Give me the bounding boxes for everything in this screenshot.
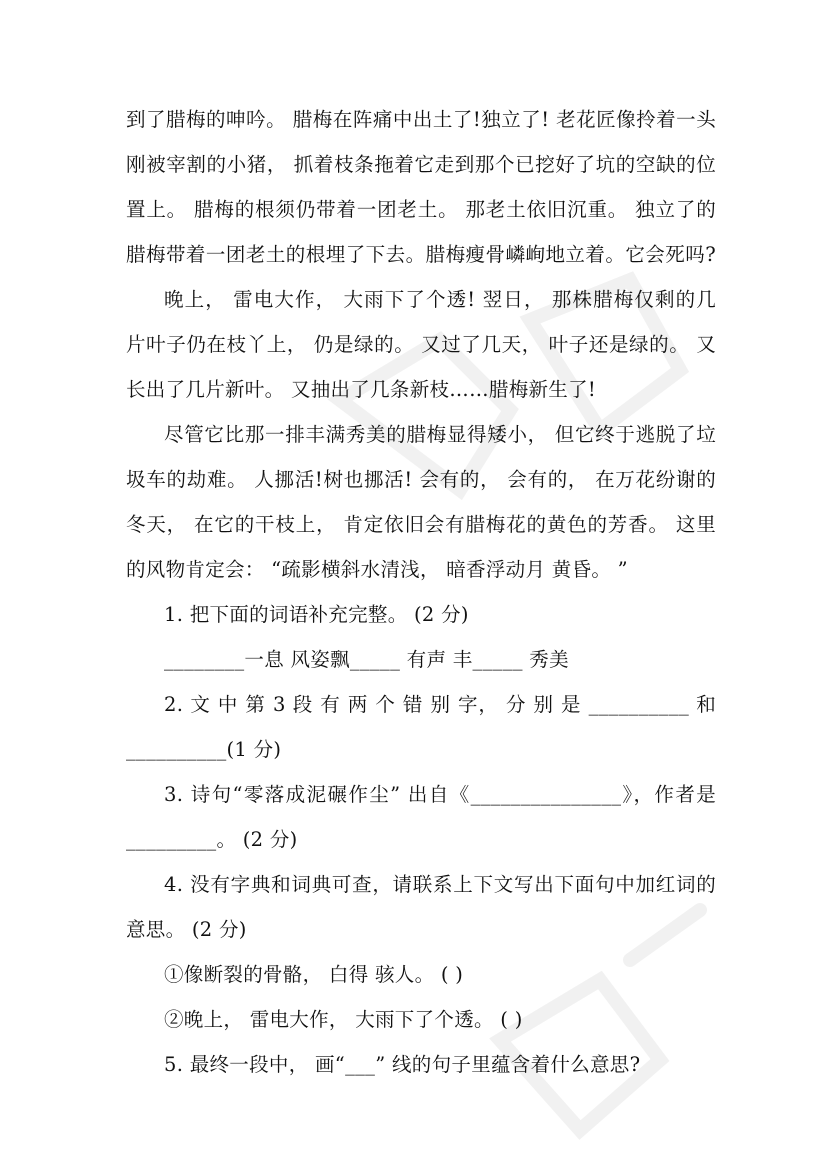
question-4-item-b: ②晚上， 雷电大作， 大雨下了个透。 ( ) (164, 1008, 523, 1031)
question-3: 3. 诗句“零落成泥碾作尘” 出自《_______________》，作者是 (164, 783, 716, 806)
question-5: 5. 最终一段中， 画“___” 线的句子里蕴含着什么意思? (164, 1053, 641, 1076)
passage-line: 片叶子仍在枝丫上， 仍是绿的。 又过了几天， 叶子还是绿的。 又 (126, 333, 716, 356)
passage-line: 置上。 腊梅的根须仍带着一团老土。 那老土依旧沉重。 独立了的 (126, 198, 716, 221)
passage-line: 圾车的劫难。 人挪活!树也挪活! 会有的， 会有的， 在万花纷谢的 (126, 468, 716, 491)
passage-line: 的风物肯定会： “疏影横斜水清浅， 暗香浮动月 黄昏。 ” (126, 558, 628, 581)
question-4-continued: 意思。 (2 分) (126, 918, 247, 941)
passage-line: 长出了几片新叶。 又抽出了几条新枝……腊梅新生了! (126, 378, 597, 401)
passage-line: 尽管它比那一排丰满秀美的腊梅显得矮小， 但它终于逃脱了垃 (164, 423, 716, 446)
passage-line: 晚上， 雷电大作， 大雨下了个透! 翌日， 那株腊梅仅剩的几 (164, 288, 716, 311)
question-1-blanks: ________一息 风姿飘_____ 有声 丰_____ 秀美 (164, 648, 569, 671)
question-1: 1. 把下面的词语补充完整。 (2 分) (164, 603, 469, 626)
question-3-continued: _________。 (2 分) (126, 828, 298, 851)
passage-line: 冬天， 在它的干枝上， 肯定依旧会有腊梅花的黄色的芳香。 这里 (126, 513, 716, 536)
question-2-continued: __________(1 分) (126, 738, 282, 761)
question-2: 2. 文 中 第 3 段 有 两 个 错 别 字， 分 别 是 __________ 和 (164, 693, 716, 716)
passage-line: 腊梅带着一团老土的根埋了下去。腊梅瘦骨嶙峋地立着。它会死吗? (126, 243, 716, 266)
passage-line: 刚被宰割的小猪， 抓着枝条拖着它走到那个已挖好了坑的空缺的位 (126, 153, 716, 176)
passage-line: 到了腊梅的呻吟。 腊梅在阵痛中出土了!独立了! 老花匠像拎着一头 (126, 108, 716, 131)
question-4: 4. 没有字典和词典可查，请联系上下文写出下面句中加红词的 (164, 873, 716, 896)
question-4-item-a: ①像断裂的骨骼， 白得 骇人。 ( ) (164, 963, 464, 986)
